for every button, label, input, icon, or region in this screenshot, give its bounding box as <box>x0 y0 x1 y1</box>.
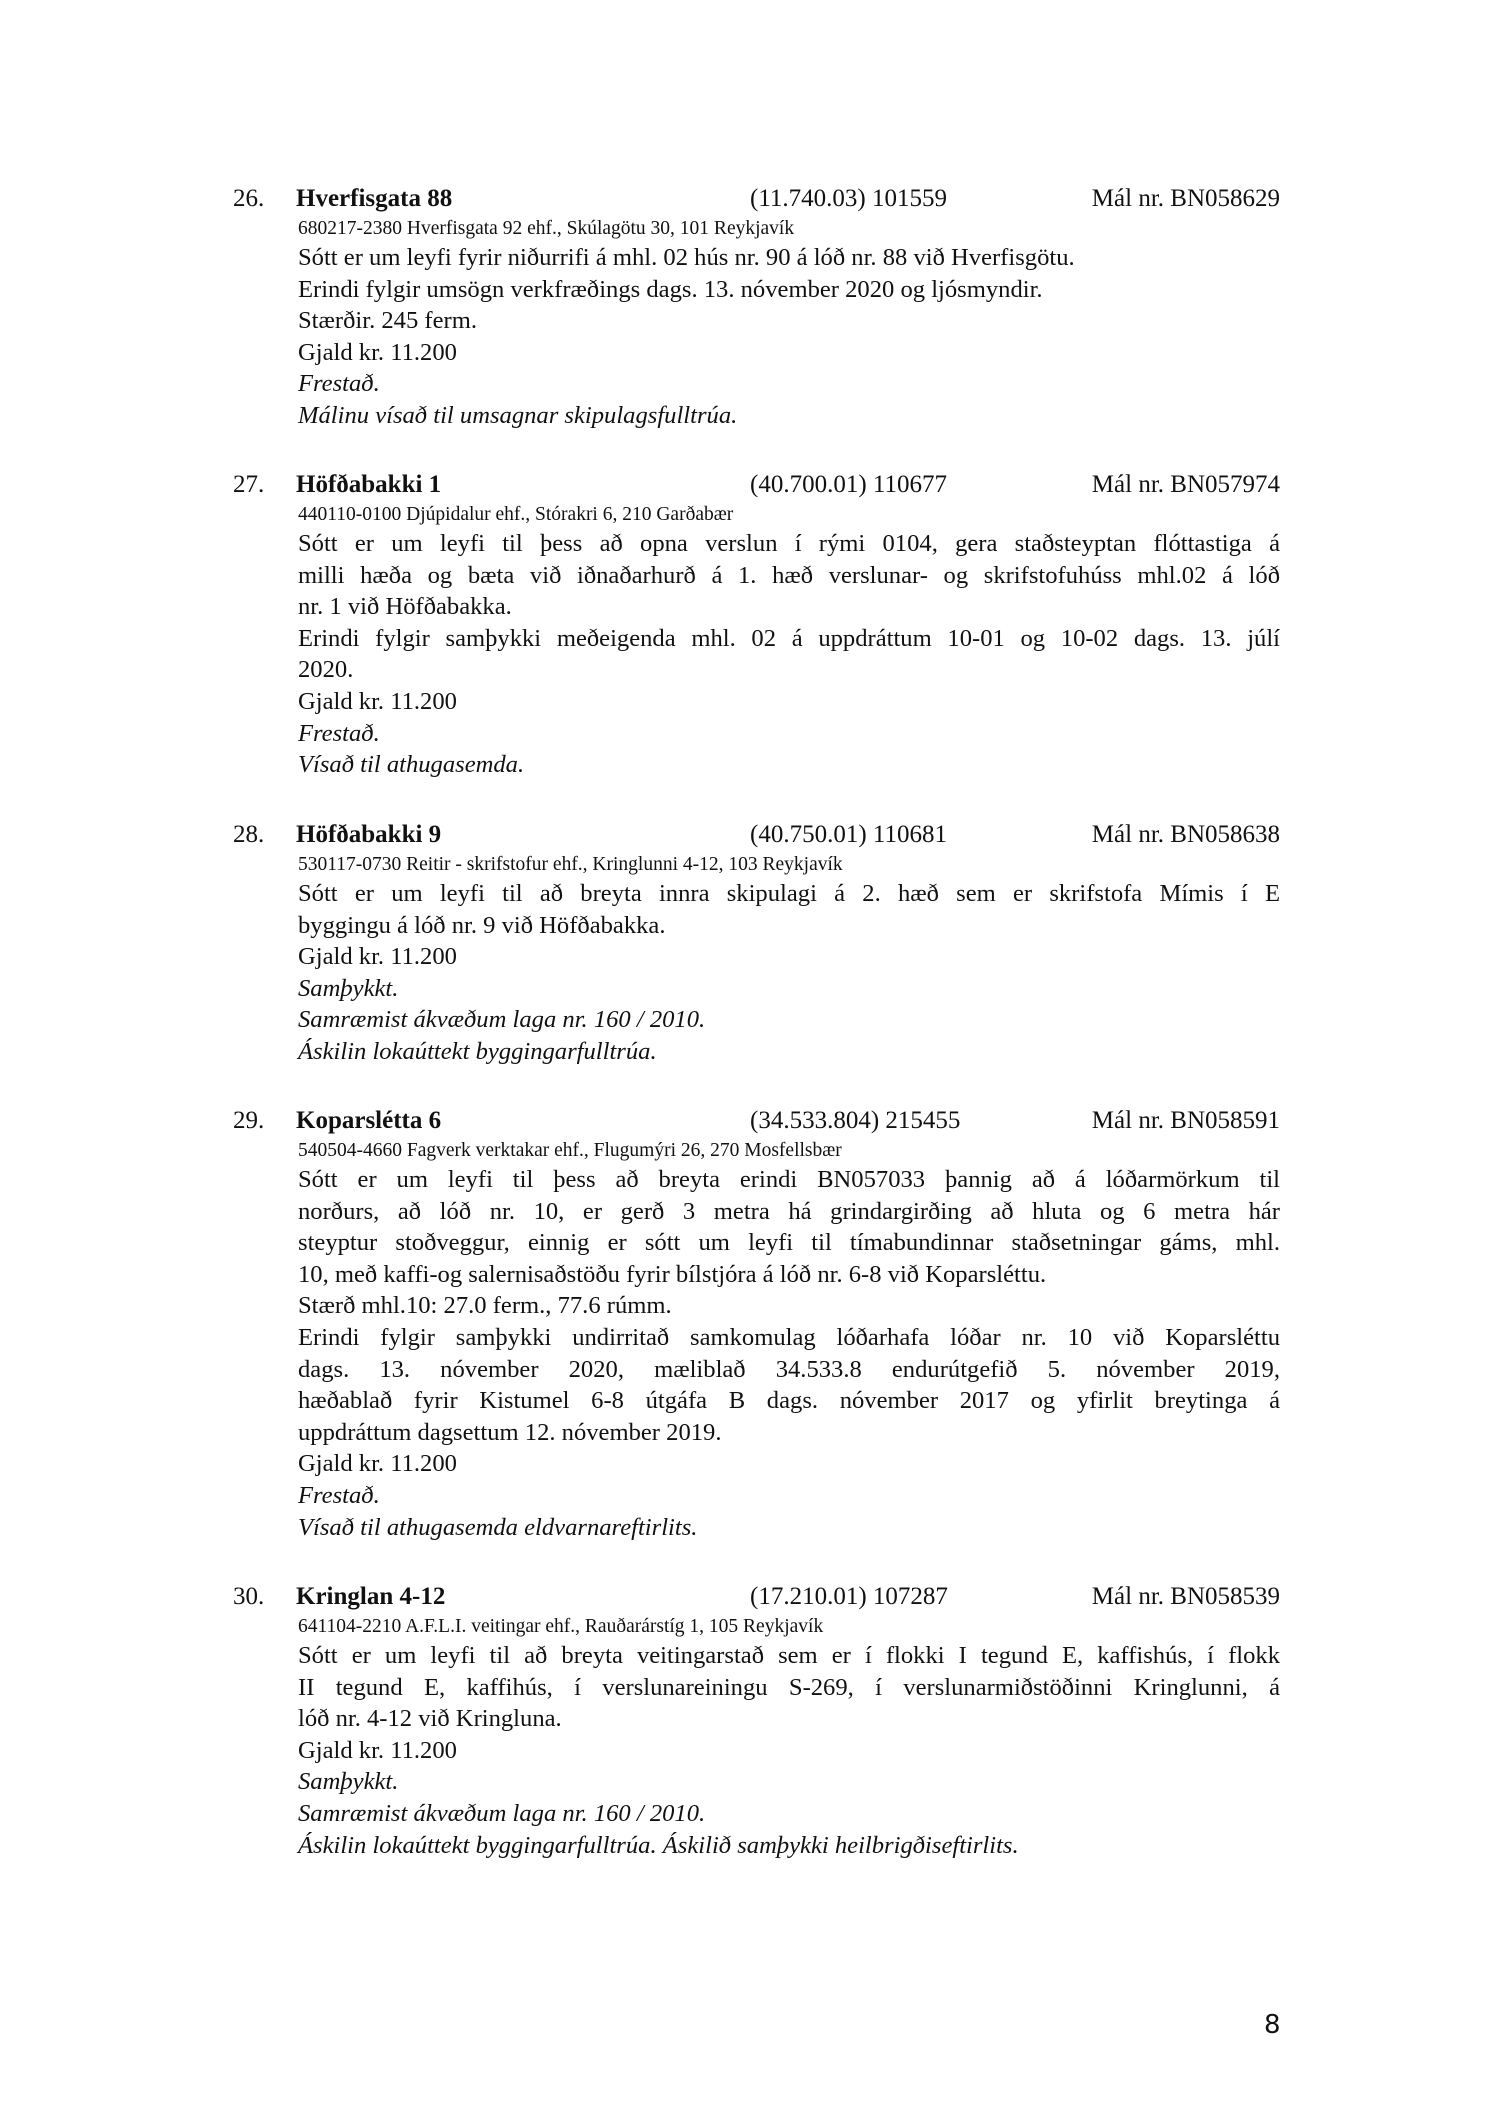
entry-number: 27. <box>233 471 265 498</box>
entry-text-line: 10, með kaffi-og salernisaðstöðu fyrir bílstjóra á lóð nr. 6-8 við Koparsléttu. <box>298 1260 1047 1288</box>
entry-text-line: Stærðir. 245 ferm. <box>298 307 477 335</box>
entry-case-number: Mál nr. BN058638 <box>1091 821 1280 848</box>
entry-text-line: dags. 13. nóvember 2020, mæliblað 34.533.8 endurútgefið 5. nóvember 2019, <box>298 1355 1280 1383</box>
entry-text-line: Sótt er um leyfi til þess að breyta erindi BN057033 þannig að á lóðarmörkum til <box>298 1166 1280 1193</box>
entry-header <box>0 182 1500 216</box>
entry-fee: Gjald kr. 11.200 <box>298 1450 457 1478</box>
entry-text-line: II tegund E, kaffihús, í verslunareiningu S-269, í verslunarmiðstöðinni Kringlunni, á <box>298 1673 1280 1701</box>
entry-address: Höfðabakki 9 <box>296 821 442 848</box>
entry-text-line: uppdráttum dagsettum 12. nóvember 2019. <box>298 1418 722 1446</box>
entry-number: 29. <box>233 1107 265 1134</box>
entry-case-number: Mál nr. BN058591 <box>1091 1107 1280 1134</box>
entry-header <box>0 468 1500 502</box>
entry-property-ref: (11.740.03) 101559 <box>750 185 947 212</box>
entry-text-line: Sótt er um leyfi fyrir niðurrifi á mhl. 02 hús nr. 90 á lóð nr. 88 við Hverfisgötu. <box>298 244 1075 271</box>
entry-fee: Gjald kr. 11.200 <box>298 1736 457 1764</box>
entry-address: Koparslétta 6 <box>296 1107 442 1134</box>
case-entry-29 <box>0 1104 1500 1543</box>
entry-address: Hverfisgata 88 <box>296 185 453 212</box>
entry-fee: Gjald kr. 11.200 <box>298 338 457 366</box>
entry-text-line: Sótt er um leyfi til að breyta veitingarstað sem er í flokki I tegund E, kaffishús, í flokk <box>298 1642 1280 1669</box>
entry-text-line: Erindi fylgir umsögn verkfræðings dags. 13. nóvember 2020 og ljósmyndir. <box>298 275 1043 303</box>
case-entry-30 <box>0 1580 1500 1861</box>
entry-decision-note: Áskilin lokaúttekt byggingarfulltrúa. Áskilið samþykki heilbrigðiseftirlits. <box>298 1831 1019 1859</box>
entry-decision: Frestað. <box>298 719 380 747</box>
case-entry-26 <box>0 182 1500 432</box>
entry-applicant: 530117-0730 Reitir - skrifstofur ehf., Kringlunni 4-12, 103 Reykjavík <box>298 854 843 875</box>
entry-fee: Gjald kr. 11.200 <box>298 943 457 971</box>
entry-text-line: hæðablað fyrir Kistumel 6-8 útgáfa B dags. nóvember 2017 og yfirlit breytinga á <box>298 1387 1280 1415</box>
entry-text-line: Erindi fylgir samþykki undirritað samkomulag lóðarhafa lóðar nr. 10 við Koparsléttu <box>298 1323 1280 1351</box>
entry-applicant: 440110-0100 Djúpidalur ehf., Stórakri 6, 210 Garðabær <box>298 504 734 525</box>
entry-header <box>0 1580 1500 1614</box>
entry-number: 30. <box>233 1583 265 1610</box>
entry-number: 28. <box>233 821 265 848</box>
entry-text-line: nr. 1 við Höfðabakka. <box>298 593 512 621</box>
entry-decision-note: Málinu vísað til umsagnar skipulagsfulltrúa. <box>298 401 738 429</box>
entry-text-line: Erindi fylgir samþykki meðeigenda mhl. 02 á uppdráttum 10-01 og 10-02 dags. 13. júlí <box>298 624 1280 652</box>
entry-applicant: 680217-2380 Hverfisgata 92 ehf., Skúlagötu 30, 101 Reykjavík <box>298 218 795 239</box>
entry-header <box>0 818 1500 852</box>
entry-decision-note: Áskilin lokaúttekt byggingarfulltrúa. <box>298 1037 657 1065</box>
entry-property-ref: (40.750.01) 110681 <box>750 821 947 848</box>
entry-property-ref: (17.210.01) 107287 <box>750 1583 948 1610</box>
entry-header <box>0 1104 1500 1138</box>
entry-text-line: lóð nr. 4-12 við Kringluna. <box>298 1705 562 1733</box>
case-entry-27 <box>0 468 1500 781</box>
entry-case-number: Mál nr. BN058629 <box>1091 185 1280 212</box>
entry-text-line: Sótt er um leyfi til að breyta innra skipulagi á 2. hæð sem er skrifstofa Mímis í E <box>298 880 1280 907</box>
entry-case-number: Mál nr. BN057974 <box>1091 471 1280 498</box>
entry-decision: Frestað. <box>298 370 380 398</box>
page-number: 8 <box>1264 2010 1281 2040</box>
entry-decision: Frestað. <box>298 1481 380 1509</box>
entry-decision-note: Vísað til athugasemda eldvarnareftirlits. <box>298 1513 698 1541</box>
case-entry-28 <box>0 818 1500 1068</box>
entry-text-line: norðurs, að lóð nr. 10, er gerð 3 metra há grindargirðing að hluta og 6 metra hár <box>298 1197 1280 1225</box>
entry-text-line: 2020. <box>298 656 354 684</box>
entry-property-ref: (40.700.01) 110677 <box>750 471 947 498</box>
entry-number: 26. <box>233 185 265 212</box>
entry-applicant: 641104-2210 A.F.L.I. veitingar ehf., Rauðarárstíg 1, 105 Reykjavík <box>298 1616 824 1637</box>
entry-case-number: Mál nr. BN058539 <box>1091 1583 1280 1610</box>
entry-applicant: 540504-4660 Fagverk verktakar ehf., Flugumýri 26, 270 Mosfellsbær <box>298 1140 842 1161</box>
entry-text-line: milli hæða og bæta við iðnaðarhurð á 1. hæð verslunar- og skrifstofuhúss mhl.02 á lóð <box>298 561 1280 589</box>
entry-address: Kringlan 4-12 <box>296 1583 446 1610</box>
entry-decision: Samþykkt. <box>298 1768 399 1796</box>
entry-text-line: steyptur stoðveggur, einnig er sótt um leyfi til tímabundinnar staðsetningar gáms, mhl. <box>298 1229 1280 1257</box>
entry-property-ref: (34.533.804) 215455 <box>750 1107 961 1134</box>
entry-text-line: Stærð mhl.10: 27.0 ferm., 77.6 rúmm. <box>298 1292 672 1320</box>
entry-text-line: byggingu á lóð nr. 9 við Höfðabakka. <box>298 911 666 939</box>
entry-decision-note: Samræmist ákvæðum laga nr. 160 / 2010. <box>298 1006 706 1034</box>
entry-decision-note: Samræmist ákvæðum laga nr. 160 / 2010. <box>298 1799 706 1827</box>
entry-decision: Samþykkt. <box>298 974 399 1002</box>
entry-text-line: Sótt er um leyfi til þess að opna verslun í rými 0104, gera staðsteyptan flóttastiga á <box>298 530 1280 557</box>
entry-fee: Gjald kr. 11.200 <box>298 687 457 715</box>
entry-address: Höfðabakki 1 <box>296 471 442 498</box>
entry-decision-note: Vísað til athugasemda. <box>298 751 525 779</box>
